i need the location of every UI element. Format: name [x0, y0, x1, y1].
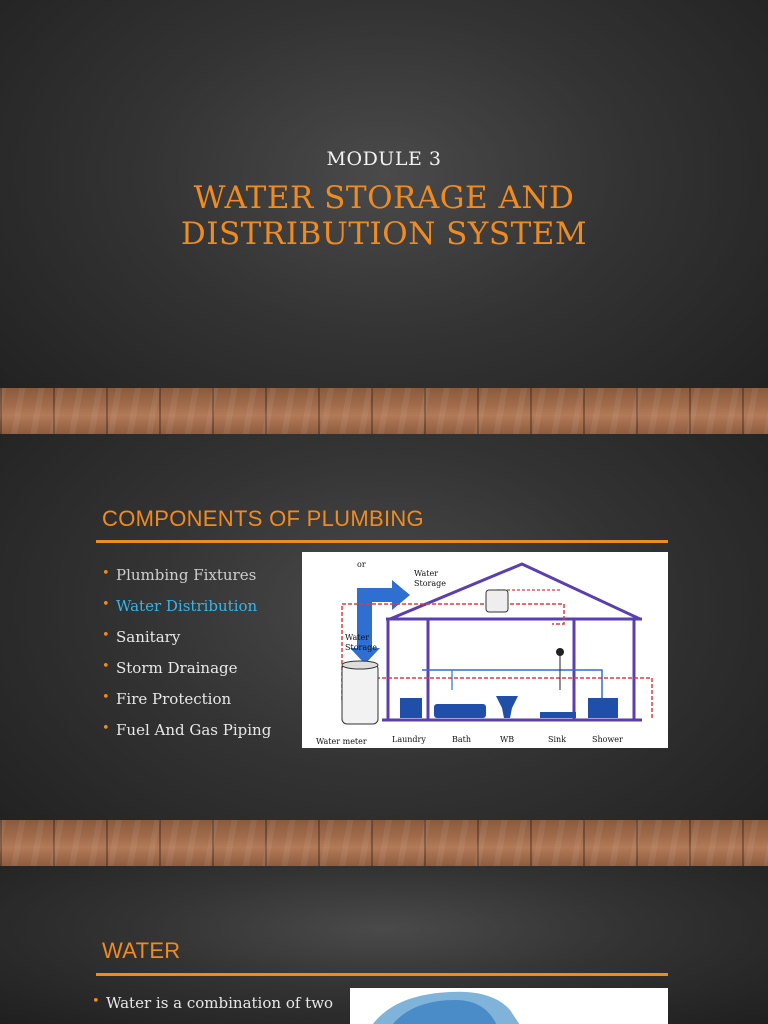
bullet-item: • Sanitary [102, 628, 271, 659]
bullet-item: • Plumbing Fixtures [102, 566, 271, 597]
title-slide [0, 0, 768, 434]
bath-fixture [434, 704, 486, 718]
water-meter-label: Water meter [316, 737, 367, 746]
sink-fixture [540, 712, 576, 718]
heading-rule [96, 973, 668, 976]
water-slide [0, 866, 768, 1024]
bullet-list [102, 566, 271, 752]
roof-tank [486, 590, 508, 612]
bullet-item-link[interactable]: • Water Distribution [102, 597, 271, 628]
water-splash-icon [350, 988, 668, 1024]
module-label: MODULE 3 [326, 148, 442, 170]
wood-floor [0, 820, 768, 866]
storage-top-label-2: Storage [414, 579, 446, 588]
slide-heading: WATER [102, 938, 181, 963]
laundry-label: Laundry [392, 735, 426, 744]
plumbing-diagram [302, 552, 668, 748]
laundry-fixture [400, 698, 422, 718]
bullet-item: • Fire Protection [102, 690, 271, 721]
plumbing-diagram-svg [302, 552, 668, 748]
shower-label: Shower [592, 735, 623, 744]
water-image [350, 988, 668, 1024]
storage-top-label-1: Water [414, 569, 439, 578]
title-line-1: WATER STORAGE AND [193, 180, 575, 216]
slide-heading: COMPONENTS OF PLUMBING [102, 506, 424, 531]
storage-tank [342, 664, 378, 724]
heading-rule [96, 540, 668, 543]
sink-label: Sink [548, 735, 567, 744]
components-slide [0, 434, 768, 866]
shower-fixture [588, 698, 618, 718]
wb-label: WB [500, 735, 515, 744]
wood-floor [0, 388, 768, 434]
shower-head-icon [556, 648, 564, 656]
or-label: or [357, 560, 366, 569]
tank-top [342, 661, 378, 669]
bullet-item: • Storm Drainage [102, 659, 271, 690]
storage-left-label-2: Storage [345, 643, 377, 652]
bullet-item: • Fuel And Gas Piping [102, 721, 271, 752]
storage-left-label-1: Water [345, 633, 370, 642]
wb-fixture [496, 696, 518, 718]
slide-title [0, 180, 768, 252]
bullet-list [92, 994, 333, 1012]
title-line-2: DISTRIBUTION SYSTEM [180, 216, 588, 252]
bath-label: Bath [452, 735, 472, 744]
bullet-item: • Water is a combination of two [92, 994, 333, 1012]
